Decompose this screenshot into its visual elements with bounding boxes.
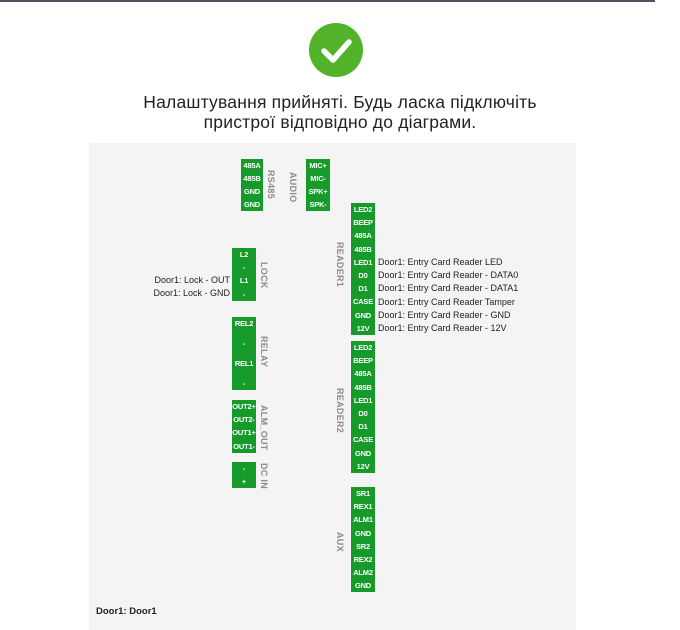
message-line-2: пристрої відповідно до діаграми.: [203, 112, 477, 132]
door-label: Door1: Door1: [96, 606, 157, 617]
check-circle-icon: [309, 23, 363, 77]
rs485-pin: 485B: [243, 174, 261, 183]
relay-pin: REL2: [234, 319, 254, 328]
lock-wire-label: Door1: Lock - GND: [153, 288, 230, 299]
aux-label: AUX: [335, 532, 345, 552]
lock-terminal-block: [232, 248, 256, 301]
relay-terminal-block: [232, 317, 256, 390]
reader2-terminal-block: [351, 341, 375, 473]
reader1-terminal-block: [351, 203, 375, 335]
reader1-pin: LED1: [353, 257, 373, 267]
lock-pin: -: [242, 263, 246, 273]
wiring-diagram: [89, 143, 576, 630]
aux-pin: REX1: [353, 502, 373, 512]
alm-out-label: ALM_OUT: [259, 405, 269, 451]
rs485-pin: 485A: [243, 161, 261, 170]
lock-pin: L2: [239, 250, 249, 259]
success-message: [60, 92, 620, 132]
reader2-pin: D0: [358, 409, 368, 418]
reader1-wire-label: Door1: Entry Card Reader Tamper: [378, 296, 515, 307]
rs485-pin: GND: [243, 200, 261, 209]
alm-out-pin: OUT2+: [232, 402, 256, 411]
aux-pin: ALM1: [353, 515, 373, 525]
reader1-wire-label: Door1: Entry Card Reader - DATA1: [378, 283, 519, 294]
top-divider: [0, 0, 655, 2]
lock-pin: -: [242, 289, 246, 299]
audio-pin: MIC-: [310, 174, 326, 183]
relay-pin: -: [242, 339, 246, 348]
dc-in-pin: -: [242, 464, 246, 473]
rs485-label: RS485: [266, 170, 276, 200]
rs485-terminal-block: [241, 159, 263, 211]
reader2-pin: 485A: [354, 369, 372, 379]
dc-in-terminal-block: [232, 462, 256, 488]
audio-label: AUDIO: [288, 172, 298, 203]
aux-pin: GND: [354, 581, 372, 591]
reader1-pin: D0: [358, 271, 368, 280]
reader2-pin: BEEP: [353, 356, 373, 366]
alm-out-pin: OUT2-: [233, 415, 255, 425]
alm-out-terminal-block: [232, 400, 256, 453]
rs485-pin: GND: [243, 187, 261, 196]
alm-out-pin: OUT1+: [232, 428, 256, 438]
reader2-pin: CASE: [352, 435, 374, 445]
audio-pin: MIC+: [309, 161, 327, 170]
relay-pin: REL1: [234, 359, 254, 368]
reader1-wire-label: Door1: Entry Card Reader - GND: [378, 309, 511, 320]
reader1-wire-label: Door1: Entry Card Reader - 12V: [378, 323, 507, 333]
reader1-pin: LED2: [353, 205, 373, 214]
audio-pin: SPK+: [308, 187, 328, 196]
dc-in-pin: +: [241, 477, 247, 487]
relay-label: RELAY: [259, 336, 269, 368]
reader1-pin: CASE: [352, 297, 374, 307]
reader2-pin: LED2: [353, 343, 373, 352]
reader1-pin: 485B: [354, 244, 372, 254]
aux-pin: GND: [354, 528, 372, 538]
audio-terminal-block: [306, 159, 330, 211]
reader2-pin: GND: [354, 448, 372, 458]
audio-pin: SPK-: [309, 200, 327, 209]
aux-pin: SR2: [356, 541, 370, 551]
lock-pin: L1: [239, 276, 249, 286]
reader1-wire-label: Door1: Entry Card Reader LED: [378, 257, 503, 267]
reader1-pin: 485A: [354, 231, 372, 241]
success-badge: [309, 23, 363, 77]
reader1-pin: D1: [358, 284, 368, 294]
message-line-1: Налаштування прийняті. Будь ласка підключіть: [143, 92, 537, 112]
reader2-label: READER2: [335, 388, 345, 434]
reader1-label: READER1: [335, 242, 345, 288]
dc-in-label: DC IN: [259, 463, 269, 489]
lock-label: LOCK: [259, 262, 269, 289]
lock-wire-label: Door1: Lock - OUT: [154, 275, 230, 285]
reader1-pin: 12V: [356, 323, 370, 333]
relay-pin: -: [242, 379, 246, 388]
aux-pin: REX2: [353, 555, 373, 564]
aux-pin: ALM2: [353, 568, 373, 578]
reader1-pin: BEEP: [353, 218, 373, 228]
aux-pin: SR1: [356, 489, 370, 498]
reader2-pin: LED1: [353, 395, 373, 405]
reader1-pin: GND: [354, 310, 372, 320]
aux-terminal-block: [351, 487, 375, 592]
alm-out-pin: OUT1-: [233, 441, 255, 451]
reader1-wire-label: Door1: Entry Card Reader - DATA0: [378, 270, 519, 281]
reader2-pin: D1: [358, 422, 368, 432]
reader2-pin: 485B: [354, 382, 372, 392]
reader2-pin: 12V: [356, 461, 370, 471]
